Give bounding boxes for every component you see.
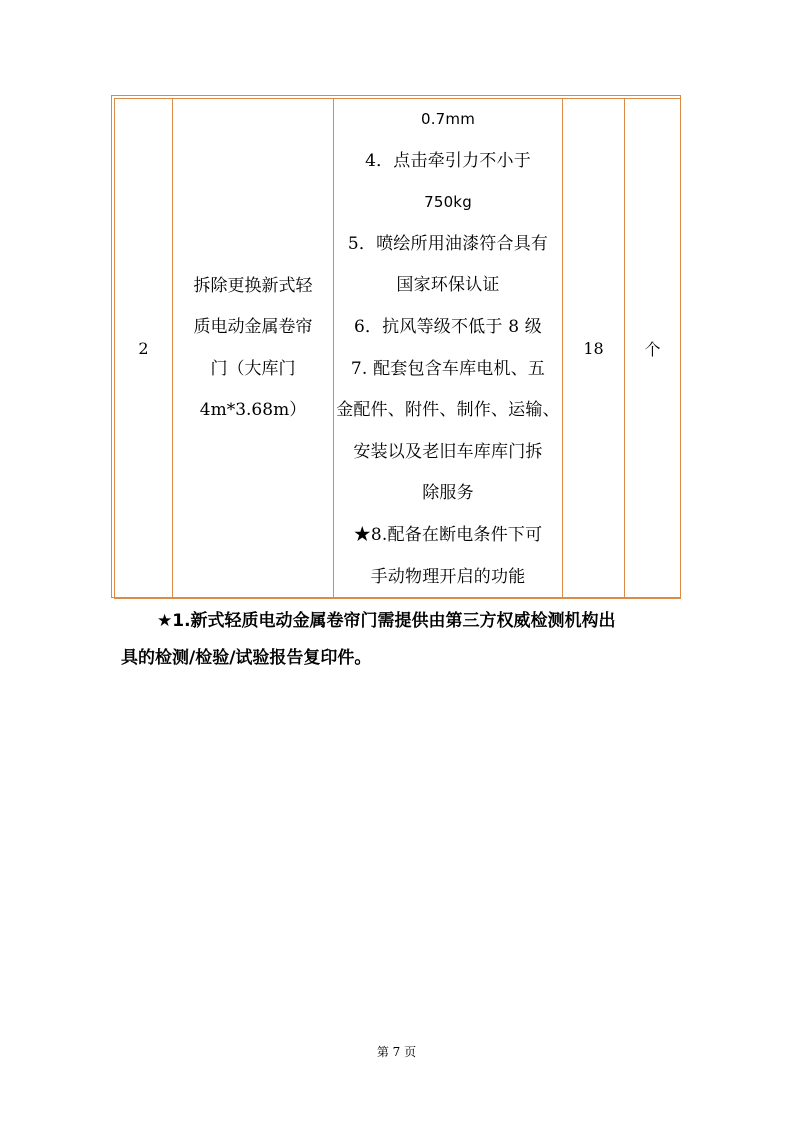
- note-line: 具的检测/检验/试验报告复印件。: [121, 648, 372, 668]
- spec-line: 手动物理开启的功能: [370, 566, 526, 587]
- row-number-cell: 2: [115, 99, 173, 599]
- item-name-line: 4m*3.68m）: [199, 400, 307, 421]
- spec-table: [114, 98, 681, 599]
- item-name-line: 质电动金属卷帘: [193, 317, 313, 338]
- spec-line: 4．点击牵引力不小于: [365, 150, 531, 171]
- spec-line: 0.7mm: [420, 110, 476, 128]
- table-row: [115, 99, 681, 599]
- page-number: 第 7 页: [376, 1045, 417, 1059]
- spec-line: 5．喷绘所用油漆符合具有: [347, 233, 549, 254]
- spec-line: ★8.配备在断电条件下可: [353, 524, 543, 545]
- spec-line: 6．抗风等级不低于 8 级: [353, 316, 543, 337]
- spec-line: 750kg: [424, 193, 472, 212]
- spec-table-frame: [111, 95, 681, 598]
- unit-cell: 个: [625, 99, 681, 599]
- spec-line: 国家环保认证: [396, 275, 500, 296]
- item-name-cell: [173, 99, 334, 599]
- note-line: ★1.新式轻质电动金属卷帘门需提供由第三方权威检测机构出: [157, 611, 616, 631]
- spec-line: 除服务: [422, 483, 474, 504]
- spec-cell: [334, 99, 563, 599]
- spec-line: 7. 配套包含车库电机、五: [350, 358, 546, 379]
- requirement-note: [121, 603, 681, 677]
- spec-line: 安装以及老旧车库库门拆: [353, 441, 543, 462]
- quantity-cell: 18: [563, 99, 625, 599]
- item-name: [194, 266, 313, 432]
- item-name-line: 门（大库门: [210, 358, 296, 379]
- spec-line: 金配件、附件、制作、运输、: [336, 400, 560, 421]
- item-name-line: 拆除更换新式轻: [193, 275, 313, 296]
